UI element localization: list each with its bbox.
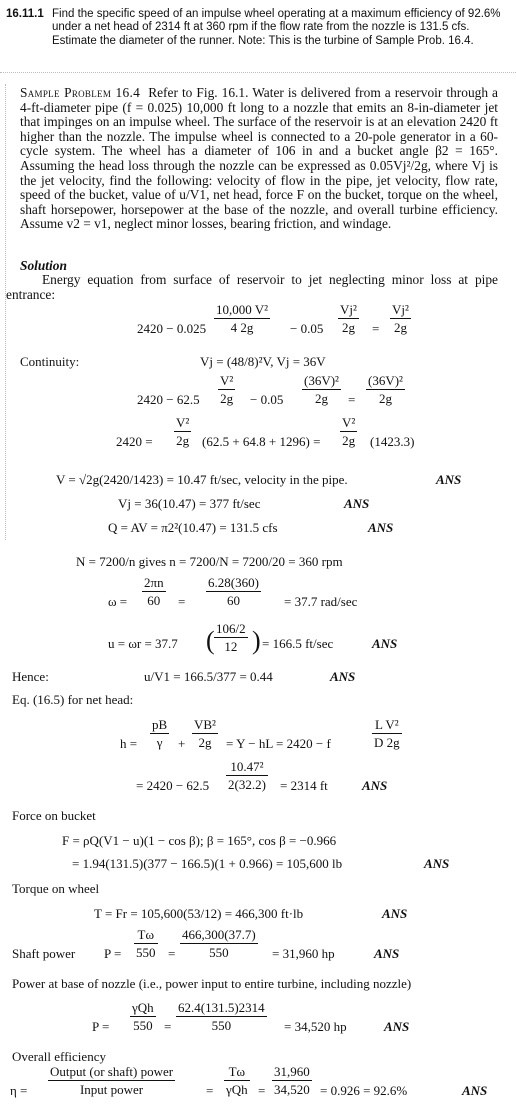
torque-label: Torque on wheel — [12, 881, 100, 896]
eq1-frac1: $\frac{\text{10,000 V²}}{4 2g}$ — [216, 302, 269, 335]
eq18-a: P = — [92, 1019, 110, 1034]
eq3-a: 2420 − 62.5 — [137, 392, 200, 407]
eq19-c: = — [258, 1083, 266, 1098]
eq1-a: 2420 − 0.025 — [137, 321, 207, 336]
eq1-frac3: $\frac{\text{Vj²}}{2g}$ — [392, 302, 409, 335]
eq7: Q = AV = π2²(10.47) = 131.5 cfs — [108, 520, 278, 535]
problem-number: 16.11.1 — [6, 8, 44, 20]
eq12-frac2: $\frac{\text{VB²}}{2g}$ — [194, 717, 216, 750]
eq15: = 1.94(131.5)(377 − 166.5)(1 + 0.966) = 105,600 lb — [72, 856, 343, 871]
ans-label: ANS — [382, 906, 408, 921]
eq12-frac3: $\frac{\text{L V²}}{D 2g}$ — [374, 717, 400, 750]
problem-text: Find the specific speed of an impulse wheel operating at a maximum efficiency of 92.6% under a net head of 2314 ft at 360 rpm if the flow rate from the nozzle is 131.5 cfs. Estimate the diameter of the runner. Note: This is the turbine of Sample Prob. 16.4. — [52, 8, 501, 47]
eq1-c: = — [372, 321, 380, 336]
left-paren: ( — [206, 626, 215, 655]
eq19-frac1: Output (or shaft) power Input power — [50, 1064, 174, 1097]
eq3-frac1: $\frac{\text{V²}}{2g}$ — [220, 373, 234, 406]
sample-problem-text: Refer to Fig. 16.1. Water is delivered from a reservoir through a 4-ft-diameter pipe (f = 0.025) 10,000 ft long to a nozzle that emits an 8-in-diameter jet that impinges on an impulse wheel. The surface of the reservoir is at an elevation 2420 ft higher than the nozzle. The impulse wheel is connected to a 20-pole generator in a 60-cycle system. The wheel has a diameter of 106 in and a bucket angle β2 = 165°. Assuming the head loss through the nozzle can be expressed as 0.05Vj²/2g, where Vj is the jet velocity, find the following: velocity of flow in the pipe, jet velocity, flow rate, speed of the bucket, value of u/V1, net head, force F on the bucket, torque on the wheel, shaft horsepower, horsepower at the base of the nozzle, and overall turbine efficiency. Assume v2 = v1, neglect minor losses, bearing friction, and windage. — [20, 85, 499, 232]
eq6: Vj = 36(10.47) = 377 ft/sec — [118, 496, 261, 511]
eq1-b: − 0.05 — [290, 321, 324, 336]
ans-label: ANS — [462, 1083, 488, 1098]
eq9-frac1: $\frac{2\pi n}{60}$ — [144, 575, 164, 608]
ans-label: ANS — [374, 946, 400, 961]
ans-label: ANS — [436, 472, 462, 487]
right-paren: ) — [252, 626, 261, 655]
eq4-frac1: $\frac{\text{V²}}{2g}$ — [176, 415, 190, 448]
eq9-c: = 37.7 rad/sec — [284, 594, 358, 609]
margin-rule — [5, 84, 6, 540]
eq12-a: h = — [120, 736, 138, 751]
sample-problem — [20, 86, 498, 232]
divider — [0, 72, 516, 73]
solution-heading: Solution — [20, 258, 67, 273]
eq10-a: u = ωr = 37.7 — [108, 636, 178, 651]
eq18-b: = — [164, 1019, 172, 1034]
eq17-b: = — [168, 946, 176, 961]
sample-problem-label: Sample Problem 16.4 — [20, 85, 141, 100]
ans-label: ANS — [384, 1019, 410, 1034]
force-label: Force on bucket — [12, 808, 96, 823]
eq17-frac2: $\frac{466,300(37.7)}{550}$ — [182, 927, 256, 960]
ans-label: ANS — [362, 778, 388, 793]
solution-intro: Energy equation from surface of reservoir to jet neglecting minor loss at pipe entrance: — [6, 272, 498, 302]
eq19-b: = — [206, 1083, 214, 1098]
ans-label: ANS — [330, 669, 356, 684]
eq16: T = Fr = 105,600(53/12) = 466,300 ft·lb — [94, 906, 304, 921]
eq4-a: 2420 = — [116, 434, 153, 449]
eq3-c: = — [348, 392, 356, 407]
eq-net-head-label: Eq. (16.5) for net head: — [12, 692, 134, 707]
eq19-frac2: Tω γQh — [226, 1064, 248, 1097]
eq13-a: = 2420 − 62.5 — [136, 778, 210, 793]
eq3-frac2: $\frac{\text{(36V)²}}{2g}$ — [304, 373, 339, 406]
ans-label: ANS — [372, 636, 398, 651]
eq18-c: = 34,520 hp — [284, 1019, 347, 1034]
eq17-c: = 31,960 hp — [272, 946, 335, 961]
eq10-b: = 166.5 ft/sec — [262, 636, 334, 651]
eq19-frac3: $\frac{31,960}{34,520}$ — [274, 1064, 310, 1097]
eq12-c: = Y − hL = 2420 − f — [226, 736, 331, 751]
eq17-a: P = — [104, 946, 122, 961]
eq13-b: = 2314 ft — [280, 778, 328, 793]
eq12-frac1: $\frac{pB}{\gamma}$ — [152, 717, 168, 750]
eq4-frac2: $\frac{\text{V²}}{2g}$ — [342, 415, 356, 448]
eq3-frac3: $\frac{\text{(36V)²}}{2g}$ — [368, 373, 403, 406]
power-base-label: Power at base of nozzle (i.e., power input to entire turbine, including nozzle) — [12, 976, 412, 991]
eq18-frac2: $\frac{62.4(131.5)2314}{550}$ — [178, 1000, 265, 1033]
eq2: Vj = (48/8)²V, Vj = 36V — [200, 354, 326, 369]
eq19-d: = 0.926 = 92.6% — [320, 1083, 408, 1098]
eq10-frac: $\frac{106/2}{12}$ — [216, 621, 246, 654]
ans-label: ANS — [424, 856, 450, 871]
eq14: F = ρQ(V1 − u)(1 − cos β); β = 165°, cos β = −0.966 — [62, 833, 337, 848]
continuity-label: Continuity: — [20, 354, 80, 369]
overall-label: Overall efficiency — [12, 1049, 106, 1064]
eq12-b: + — [178, 736, 186, 751]
eq18-frac1: γQh 550 — [132, 1000, 154, 1033]
ans-label: ANS — [344, 496, 370, 511]
eq5: V = √2g(2420/1423) = 10.47 ft/sec, velocity in the pipe. — [56, 472, 348, 487]
eq1-frac2: $\frac{\text{Vj²}}{2g}$ — [340, 302, 357, 335]
eq19-a: η = — [10, 1083, 28, 1098]
eq9-frac2: $\frac{6.28(360)}{60}$ — [208, 575, 259, 608]
ans-label: ANS — [368, 520, 394, 535]
hence-label: Hence: — [12, 669, 49, 684]
eq3-b: − 0.05 — [250, 392, 284, 407]
eq11: u/V1 = 166.5/377 = 0.44 — [144, 669, 273, 684]
eq17-frac1: $\frac{T\omega}{550}$ — [136, 927, 156, 960]
eq9-a: ω = — [108, 594, 128, 609]
eq8: N = 7200/n gives n = 7200/N = 7200/20 = 360 rpm — [76, 554, 343, 569]
eq4-c: (1423.3) — [370, 434, 415, 449]
eq4-b: (62.5 + 64.8 + 1296) = — [202, 434, 321, 449]
eq13-frac: $\frac{\text{10.47²}}{2(32.2)}$ — [228, 759, 266, 792]
eq9-b: = — [178, 594, 186, 609]
shaft-power-label: Shaft power — [12, 946, 76, 961]
